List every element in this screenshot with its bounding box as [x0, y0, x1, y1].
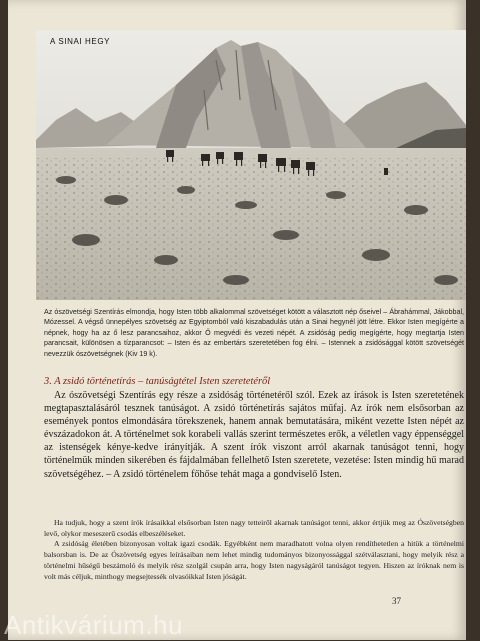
book-page	[8, 0, 466, 640]
section-small-print	[44, 518, 464, 582]
small-paragraph: A zsidóság életében bizonyosan voltak igazi csodák. Egyébként nem maradhatott volna olyen rendíthetetlen a hitük a történelmi balsorsban is. De az Ószövetség egyes leírásaiban nem lehet mindig tudományos bizonyossággal szétválasztani, hogy melyik rész a történelmi hűségű beszámoló és melyik rész szolgál csupán arra, hogy Isten nagyságáról tanúságot tegyen. Hiszen az íróknak nem is volt más céljuk, minthogy megsejtessék olvasóikkal Isten jóságát.	[44, 539, 464, 581]
small-paragraph: Ha tudjuk, hogy a szent írók írásaikkal elsősorban Isten nagy tetteiről akarnak tanúságot tenni, akkor értjük meg az Ószövetségben levő, olykor meseszerű csodás elbeszéléseket.	[44, 518, 464, 538]
mount-sinai-illustration	[36, 30, 466, 300]
body-paragraph: Az ószövetségi Szentírás egy része a zsidóság történetéről szól. Ezek az írások is Isten szeretetének megtapasztalásáról tesznek tanúságot. A zsidó történetírás sajátos műfaj. Az írók nem elsősorban az események pontos elmondására törekszenek, hanem annak bemutatására, miként vezette Isten népét az évszázadokon át. A történelmet sok korabeli vallás szerint természetes erők, a véletlen vagy éppenséggel az istenségek kénye-kedve irányítják. A szent írók viszont arról akarnak tanúságot tenni, hogy történelmük minden sikerében és fájdalmában fellelhető Isten szeretete, vezetése: Isten mindig hű marad szövetségéhez. – A zsidó történelem főhőse tehát maga a gondviselő Isten.	[44, 390, 464, 480]
section-body	[44, 389, 464, 481]
page-number: 37	[392, 596, 401, 606]
mount-sinai-photo	[36, 30, 466, 300]
photo-label: A SINAI HEGY	[50, 37, 111, 46]
section-heading: 3. A zsidó történetírás – tanúságtétel Isten szeretetéről	[44, 376, 271, 387]
watermark: Antikvárium.hu	[4, 610, 183, 640]
photo-caption: Az ószövetségi Szentírás elmondja, hogy Isten több alkalommal szövetséget kötött a választott nép őseivel – Ábrahámmal, Jákobbal, Mózessel. A végső ünnepélyes szövetség az Egyiptomból való kiszabadulás után a Sinai hegynél jött létre. Ekkor Isten megígérte a népnek, hogy ha az ő lesz parancsaihoz, akkor Ő megvédi és vezeti népét. A zsidóság pedig megígérte, hogy megtartja Isten parancsait, különösen a tízparancsot: – Isten és az embertárs szeretetében fog élni. – Istennek a zsidósággal kötött szövetségét nevezzük ószövetségnek (Kiv 19 k).	[44, 308, 464, 358]
